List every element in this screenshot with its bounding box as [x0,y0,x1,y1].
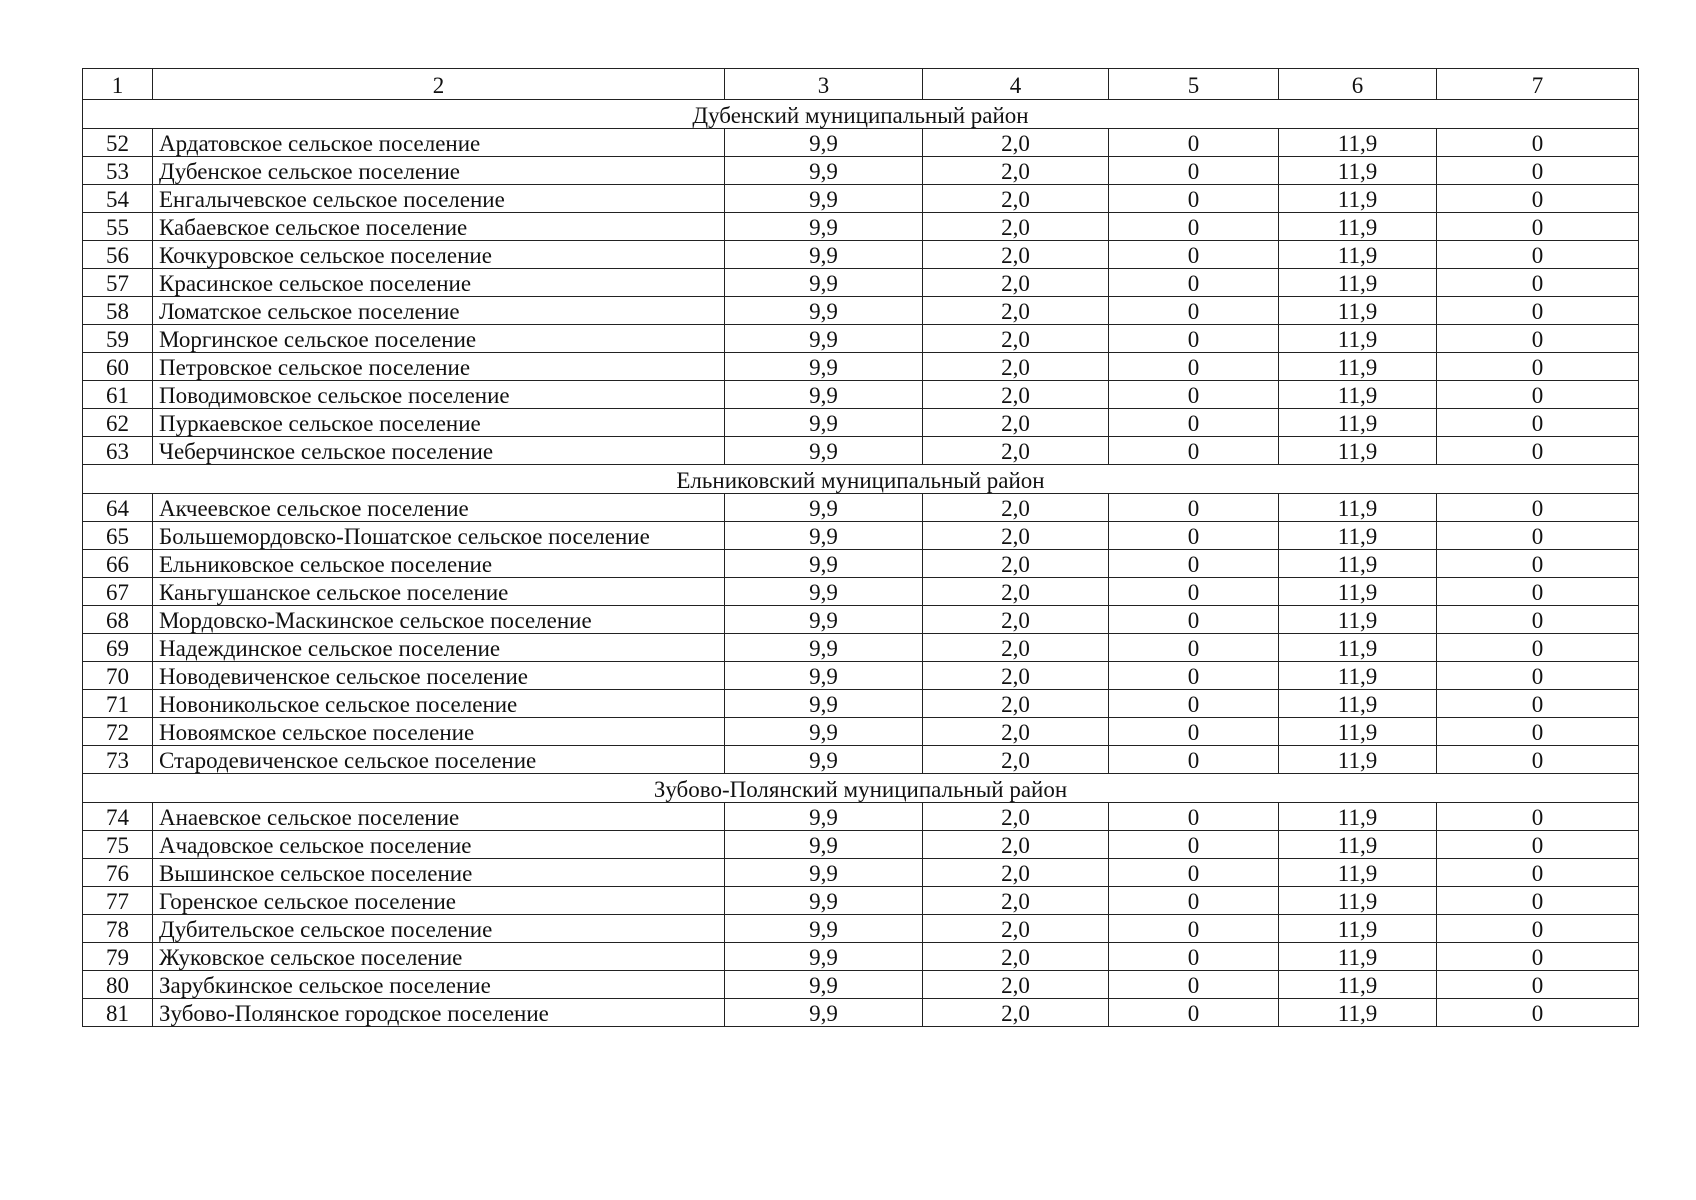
row-number-cell: 67 [83,578,153,606]
column-4-value-cell: 2,0 [923,381,1109,409]
column-3-value-cell: 9,9 [725,550,923,578]
column-5-value-cell: 0 [1109,213,1279,241]
table-row [83,690,1639,718]
row-number-cell: 78 [83,915,153,943]
row-number-cell: 71 [83,690,153,718]
column-7-value-cell: 0 [1437,634,1639,662]
settlement-name-cell: Каньгушанское сельское поселение [153,578,725,606]
column-6-value-cell: 11,9 [1279,915,1437,943]
column-3-value-cell: 9,9 [725,859,923,887]
header-cell-2: 2 [153,69,725,100]
column-6-value-cell: 11,9 [1279,578,1437,606]
column-3-value-cell: 9,9 [725,381,923,409]
column-7-value-cell: 0 [1437,550,1639,578]
row-number-cell: 59 [83,325,153,353]
column-5-value-cell: 0 [1109,325,1279,353]
row-number-cell: 81 [83,999,153,1027]
column-3-value-cell: 9,9 [725,157,923,185]
row-number-cell: 60 [83,353,153,381]
column-6-value-cell: 11,9 [1279,831,1437,859]
column-7-value-cell: 0 [1437,297,1639,325]
column-4-value-cell: 2,0 [923,409,1109,437]
column-7-value-cell: 0 [1437,437,1639,465]
column-4-value-cell: 2,0 [923,606,1109,634]
column-4-value-cell: 2,0 [923,353,1109,381]
settlement-name-cell: Зарубкинское сельское поселение [153,971,725,999]
column-7-value-cell: 0 [1437,662,1639,690]
settlement-name-cell: Петровское сельское поселение [153,353,725,381]
table-row [83,971,1639,999]
row-number-cell: 61 [83,381,153,409]
settlements-table [82,68,1639,1027]
district-title: Дубенский муниципальный район [83,100,1639,129]
column-3-value-cell: 9,9 [725,353,923,381]
column-7-value-cell: 0 [1437,185,1639,213]
column-6-value-cell: 11,9 [1279,971,1437,999]
settlement-name-cell: Ачадовское сельское поселение [153,831,725,859]
column-6-value-cell: 11,9 [1279,494,1437,522]
settlement-name-cell: Мордовско-Маскинское сельское поселение [153,606,725,634]
column-4-value-cell: 2,0 [923,859,1109,887]
column-6-value-cell: 11,9 [1279,269,1437,297]
column-3-value-cell: 9,9 [725,746,923,774]
row-number-cell: 52 [83,129,153,157]
column-5-value-cell: 0 [1109,550,1279,578]
column-6-value-cell: 11,9 [1279,185,1437,213]
column-6-value-cell: 11,9 [1279,409,1437,437]
column-4-value-cell: 2,0 [923,550,1109,578]
column-5-value-cell: 0 [1109,634,1279,662]
column-6-value-cell: 11,9 [1279,859,1437,887]
row-number-cell: 69 [83,634,153,662]
settlement-name-cell: Дубенское сельское поселение [153,157,725,185]
row-number-cell: 55 [83,213,153,241]
row-number-cell: 75 [83,831,153,859]
settlement-name-cell: Ардатовское сельское поселение [153,129,725,157]
column-4-value-cell: 2,0 [923,437,1109,465]
settlement-name-cell: Красинское сельское поселение [153,269,725,297]
column-7-value-cell: 0 [1437,971,1639,999]
column-4-value-cell: 2,0 [923,129,1109,157]
column-7-value-cell: 0 [1437,325,1639,353]
column-5-value-cell: 0 [1109,157,1279,185]
column-3-value-cell: 9,9 [725,297,923,325]
settlement-name-cell: Пуркаевское сельское поселение [153,409,725,437]
row-number-cell: 62 [83,409,153,437]
table-row [83,129,1639,157]
settlement-name-cell: Поводимовское сельское поселение [153,381,725,409]
column-7-value-cell: 0 [1437,494,1639,522]
settlement-name-cell: Ломатское сельское поселение [153,297,725,325]
column-4-value-cell: 2,0 [923,943,1109,971]
column-7-value-cell: 0 [1437,353,1639,381]
column-3-value-cell: 9,9 [725,999,923,1027]
column-4-value-cell: 2,0 [923,634,1109,662]
column-5-value-cell: 0 [1109,269,1279,297]
column-4-value-cell: 2,0 [923,915,1109,943]
column-5-value-cell: 0 [1109,578,1279,606]
column-3-value-cell: 9,9 [725,241,923,269]
column-7-value-cell: 0 [1437,129,1639,157]
column-4-value-cell: 2,0 [923,690,1109,718]
column-4-value-cell: 2,0 [923,718,1109,746]
row-number-cell: 66 [83,550,153,578]
column-4-value-cell: 2,0 [923,213,1109,241]
table-row [83,550,1639,578]
column-5-value-cell: 0 [1109,999,1279,1027]
table-row [83,718,1639,746]
table-row [83,241,1639,269]
settlement-name-cell: Кабаевское сельское поселение [153,213,725,241]
column-5-value-cell: 0 [1109,859,1279,887]
column-4-value-cell: 2,0 [923,662,1109,690]
table-row [83,915,1639,943]
header-cell-3: 3 [725,69,923,100]
table-row [83,185,1639,213]
column-7-value-cell: 0 [1437,943,1639,971]
column-6-value-cell: 11,9 [1279,129,1437,157]
row-number-cell: 74 [83,803,153,831]
column-number-row [83,69,1639,100]
column-6-value-cell: 11,9 [1279,662,1437,690]
column-4-value-cell: 2,0 [923,578,1109,606]
column-4-value-cell: 2,0 [923,297,1109,325]
column-7-value-cell: 0 [1437,522,1639,550]
column-5-value-cell: 0 [1109,522,1279,550]
column-4-value-cell: 2,0 [923,971,1109,999]
column-6-value-cell: 11,9 [1279,297,1437,325]
column-6-value-cell: 11,9 [1279,157,1437,185]
settlement-name-cell: Кочкуровское сельское поселение [153,241,725,269]
column-5-value-cell: 0 [1109,353,1279,381]
row-number-cell: 70 [83,662,153,690]
column-7-value-cell: 0 [1437,999,1639,1027]
table-body [83,69,1639,1027]
row-number-cell: 79 [83,943,153,971]
column-5-value-cell: 0 [1109,297,1279,325]
row-number-cell: 80 [83,971,153,999]
header-cell-4: 4 [923,69,1109,100]
table-row [83,746,1639,774]
row-number-cell: 58 [83,297,153,325]
column-4-value-cell: 2,0 [923,999,1109,1027]
column-6-value-cell: 11,9 [1279,999,1437,1027]
settlement-name-cell: Новоямское сельское поселение [153,718,725,746]
header-cell-5: 5 [1109,69,1279,100]
column-3-value-cell: 9,9 [725,522,923,550]
table-row [83,606,1639,634]
table-row [83,494,1639,522]
column-7-value-cell: 0 [1437,381,1639,409]
column-3-value-cell: 9,9 [725,437,923,465]
column-4-value-cell: 2,0 [923,241,1109,269]
settlement-name-cell: Стародевиченское сельское поселение [153,746,725,774]
table-row [83,157,1639,185]
column-7-value-cell: 0 [1437,690,1639,718]
column-3-value-cell: 9,9 [725,129,923,157]
table-row [83,803,1639,831]
table-row [83,353,1639,381]
table-row [83,522,1639,550]
column-6-value-cell: 11,9 [1279,887,1437,915]
column-7-value-cell: 0 [1437,578,1639,606]
column-5-value-cell: 0 [1109,409,1279,437]
column-5-value-cell: 0 [1109,915,1279,943]
district-title: Ельниковский муниципальный район [83,465,1639,494]
settlement-name-cell: Ельниковское сельское поселение [153,550,725,578]
row-number-cell: 64 [83,494,153,522]
table-row [83,831,1639,859]
column-6-value-cell: 11,9 [1279,213,1437,241]
table-row [83,887,1639,915]
table-row [83,409,1639,437]
table-row [83,297,1639,325]
column-3-value-cell: 9,9 [725,831,923,859]
row-number-cell: 73 [83,746,153,774]
column-6-value-cell: 11,9 [1279,381,1437,409]
column-3-value-cell: 9,9 [725,185,923,213]
row-number-cell: 68 [83,606,153,634]
settlement-name-cell: Надеждинское сельское поселение [153,634,725,662]
column-5-value-cell: 0 [1109,381,1279,409]
column-5-value-cell: 0 [1109,129,1279,157]
table-row [83,859,1639,887]
header-cell-6: 6 [1279,69,1437,100]
column-4-value-cell: 2,0 [923,185,1109,213]
column-4-value-cell: 2,0 [923,325,1109,353]
table-row [83,943,1639,971]
row-number-cell: 77 [83,887,153,915]
table-row [83,662,1639,690]
table-row [83,213,1639,241]
column-3-value-cell: 9,9 [725,718,923,746]
column-4-value-cell: 2,0 [923,746,1109,774]
column-6-value-cell: 11,9 [1279,522,1437,550]
row-number-cell: 56 [83,241,153,269]
column-6-value-cell: 11,9 [1279,718,1437,746]
column-3-value-cell: 9,9 [725,887,923,915]
header-cell-7: 7 [1437,69,1639,100]
row-number-cell: 76 [83,859,153,887]
row-number-cell: 53 [83,157,153,185]
settlement-name-cell: Акчеевское сельское поселение [153,494,725,522]
column-3-value-cell: 9,9 [725,494,923,522]
row-number-cell: 54 [83,185,153,213]
column-4-value-cell: 2,0 [923,522,1109,550]
column-5-value-cell: 0 [1109,718,1279,746]
settlement-name-cell: Горенское сельское поселение [153,887,725,915]
column-3-value-cell: 9,9 [725,662,923,690]
column-5-value-cell: 0 [1109,606,1279,634]
settlement-name-cell: Чеберчинское сельское поселение [153,437,725,465]
column-4-value-cell: 2,0 [923,494,1109,522]
column-6-value-cell: 11,9 [1279,943,1437,971]
column-7-value-cell: 0 [1437,831,1639,859]
column-4-value-cell: 2,0 [923,831,1109,859]
column-4-value-cell: 2,0 [923,157,1109,185]
document-sheet [82,68,1638,1027]
settlement-name-cell: Енгалычевское сельское поселение [153,185,725,213]
table-row [83,437,1639,465]
column-6-value-cell: 11,9 [1279,437,1437,465]
column-7-value-cell: 0 [1437,915,1639,943]
column-3-value-cell: 9,9 [725,578,923,606]
column-6-value-cell: 11,9 [1279,803,1437,831]
settlement-name-cell: Зубово-Полянское городское поселение [153,999,725,1027]
column-6-value-cell: 11,9 [1279,634,1437,662]
district-title: Зубово-Полянский муниципальный район [83,774,1639,803]
column-4-value-cell: 2,0 [923,269,1109,297]
column-3-value-cell: 9,9 [725,213,923,241]
column-3-value-cell: 9,9 [725,325,923,353]
column-7-value-cell: 0 [1437,213,1639,241]
column-7-value-cell: 0 [1437,859,1639,887]
column-5-value-cell: 0 [1109,690,1279,718]
row-number-cell: 63 [83,437,153,465]
district-group-row [83,100,1639,129]
column-3-value-cell: 9,9 [725,915,923,943]
column-5-value-cell: 0 [1109,185,1279,213]
column-5-value-cell: 0 [1109,971,1279,999]
column-3-value-cell: 9,9 [725,803,923,831]
column-5-value-cell: 0 [1109,437,1279,465]
row-number-cell: 57 [83,269,153,297]
column-7-value-cell: 0 [1437,606,1639,634]
column-7-value-cell: 0 [1437,157,1639,185]
column-7-value-cell: 0 [1437,803,1639,831]
district-group-row [83,774,1639,803]
column-5-value-cell: 0 [1109,662,1279,690]
column-3-value-cell: 9,9 [725,971,923,999]
district-group-row [83,465,1639,494]
settlement-name-cell: Большемордовско-Пошатское сельское поселение [153,522,725,550]
settlement-name-cell: Новодевиченское сельское поселение [153,662,725,690]
settlement-name-cell: Вышинское сельское поселение [153,859,725,887]
column-4-value-cell: 2,0 [923,803,1109,831]
column-4-value-cell: 2,0 [923,887,1109,915]
row-number-cell: 65 [83,522,153,550]
settlement-name-cell: Дубительское сельское поселение [153,915,725,943]
settlement-name-cell: Новоникольское сельское поселение [153,690,725,718]
column-5-value-cell: 0 [1109,746,1279,774]
column-5-value-cell: 0 [1109,887,1279,915]
column-7-value-cell: 0 [1437,409,1639,437]
column-7-value-cell: 0 [1437,746,1639,774]
row-number-cell: 72 [83,718,153,746]
column-6-value-cell: 11,9 [1279,353,1437,381]
column-7-value-cell: 0 [1437,718,1639,746]
column-3-value-cell: 9,9 [725,269,923,297]
table-row [83,269,1639,297]
table-row [83,325,1639,353]
column-5-value-cell: 0 [1109,803,1279,831]
column-5-value-cell: 0 [1109,494,1279,522]
table-row [83,634,1639,662]
column-6-value-cell: 11,9 [1279,241,1437,269]
column-7-value-cell: 0 [1437,887,1639,915]
table-row [83,578,1639,606]
column-3-value-cell: 9,9 [725,690,923,718]
settlement-name-cell: Моргинское сельское поселение [153,325,725,353]
column-5-value-cell: 0 [1109,241,1279,269]
column-3-value-cell: 9,9 [725,943,923,971]
column-6-value-cell: 11,9 [1279,606,1437,634]
column-3-value-cell: 9,9 [725,606,923,634]
column-5-value-cell: 0 [1109,831,1279,859]
table-row [83,999,1639,1027]
column-6-value-cell: 11,9 [1279,550,1437,578]
settlement-name-cell: Жуковское сельское поселение [153,943,725,971]
column-7-value-cell: 0 [1437,269,1639,297]
column-3-value-cell: 9,9 [725,634,923,662]
column-6-value-cell: 11,9 [1279,746,1437,774]
column-3-value-cell: 9,9 [725,409,923,437]
header-cell-1: 1 [83,69,153,100]
column-6-value-cell: 11,9 [1279,690,1437,718]
column-5-value-cell: 0 [1109,943,1279,971]
settlement-name-cell: Анаевское сельское поселение [153,803,725,831]
column-7-value-cell: 0 [1437,241,1639,269]
table-row [83,381,1639,409]
column-6-value-cell: 11,9 [1279,325,1437,353]
